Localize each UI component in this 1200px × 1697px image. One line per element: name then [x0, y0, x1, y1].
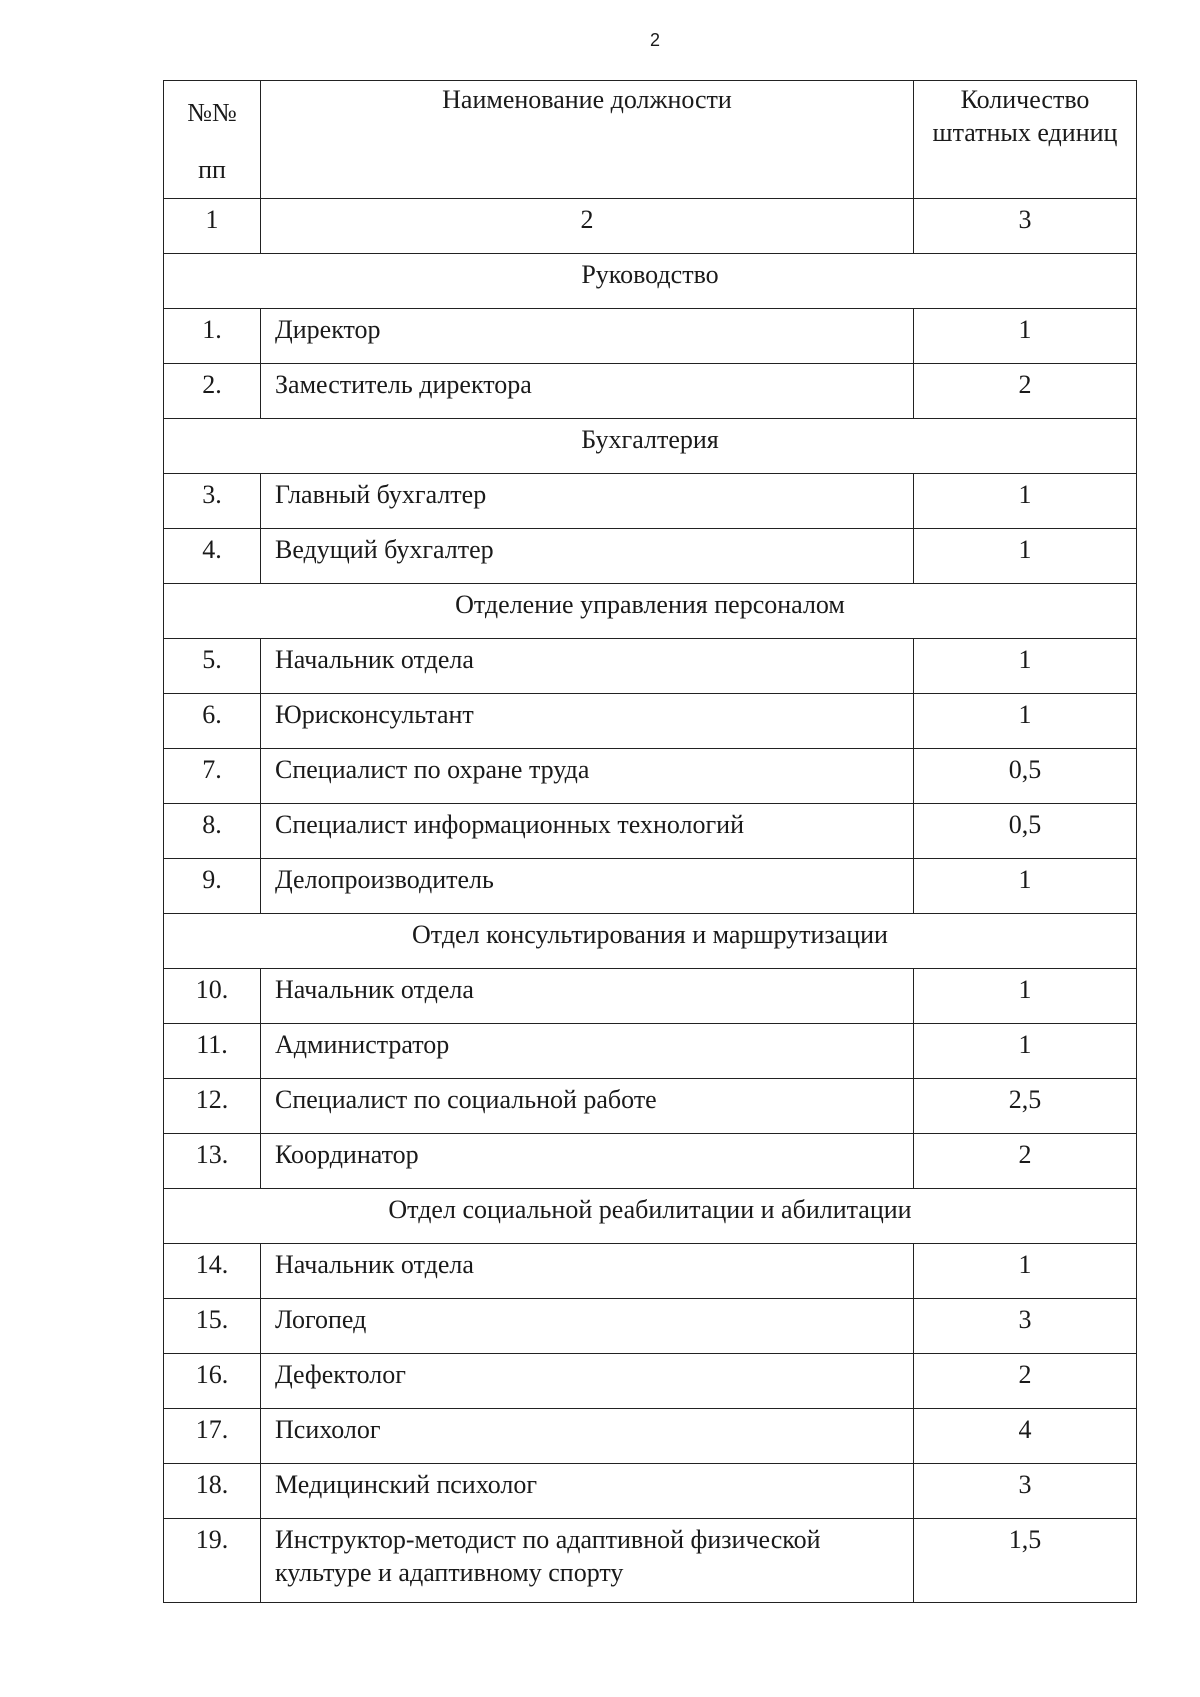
position-name: Начальник отдела: [261, 1244, 914, 1299]
section-row: [164, 419, 1137, 474]
row-number: 19.: [164, 1519, 261, 1603]
section-title: Отделение управления персоналом: [164, 584, 1137, 639]
position-name: Дефектолог: [261, 1354, 914, 1409]
header-number-line2: пп: [198, 155, 226, 185]
row-number: 1.: [164, 309, 261, 364]
staff-quantity: 1: [914, 859, 1137, 914]
table-row: [164, 309, 1137, 364]
staff-quantity: 1: [914, 639, 1137, 694]
position-name: Начальник отдела: [261, 969, 914, 1024]
staff-quantity: 3: [914, 1299, 1137, 1354]
staff-quantity: 1: [914, 969, 1137, 1024]
table-row: [164, 749, 1137, 804]
table-row: [164, 859, 1137, 914]
position-name: Ведущий бухгалтер: [261, 529, 914, 584]
staff-quantity: 1: [914, 1024, 1137, 1079]
table-row: [164, 1519, 1137, 1603]
row-number: 8.: [164, 804, 261, 859]
staff-quantity: 1: [914, 474, 1137, 529]
section-row: [164, 584, 1137, 639]
staff-quantity: 1,5: [914, 1519, 1137, 1603]
table-row: [164, 694, 1137, 749]
position-name: Заместитель директора: [261, 364, 914, 419]
section-title: Руководство: [164, 254, 1137, 309]
staff-quantity: 4: [914, 1409, 1137, 1464]
page-number: 2: [649, 30, 660, 50]
row-number: 9.: [164, 859, 261, 914]
position-name: Специалист по социальной работе: [261, 1079, 914, 1134]
staff-quantity: 2: [914, 364, 1137, 419]
table-row: [164, 1354, 1137, 1409]
table-row: [164, 364, 1137, 419]
table-row: [164, 969, 1137, 1024]
table-row: [164, 1244, 1137, 1299]
header-number-cell: [164, 81, 261, 199]
position-name: Психолог: [261, 1409, 914, 1464]
staff-quantity: 0,5: [914, 804, 1137, 859]
staff-quantity: 2,5: [914, 1079, 1137, 1134]
table-row: [164, 1409, 1137, 1464]
staff-quantity: 0,5: [914, 749, 1137, 804]
row-number: 15.: [164, 1299, 261, 1354]
position-name: Администратор: [261, 1024, 914, 1079]
position-name: Специалист по охране труда: [261, 749, 914, 804]
row-number: 18.: [164, 1464, 261, 1519]
header-position-cell: Наименование должности: [261, 81, 914, 199]
header-number-line1: №№: [187, 98, 237, 127]
position-name: Координатор: [261, 1134, 914, 1189]
table-row: [164, 1464, 1137, 1519]
position-name: Директор: [261, 309, 914, 364]
staff-quantity: 1: [914, 694, 1137, 749]
table-row: [164, 804, 1137, 859]
staff-quantity: 1: [914, 529, 1137, 584]
section-title: Отдел консультирования и маршрутизации: [164, 914, 1137, 969]
position-name: Юрисконсультант: [261, 694, 914, 749]
position-name: Начальник отдела: [261, 639, 914, 694]
staff-quantity: 1: [914, 1244, 1137, 1299]
row-number: 6.: [164, 694, 261, 749]
row-number: 7.: [164, 749, 261, 804]
section-row: [164, 1189, 1137, 1244]
header-quantity-cell: Количество штатных единиц: [914, 81, 1137, 199]
position-name: Логопед: [261, 1299, 914, 1354]
table-row: [164, 1299, 1137, 1354]
section-title: Отдел социальной реабилитации и абилитации: [164, 1189, 1137, 1244]
column-number: 1: [164, 199, 261, 254]
position-name: Специалист информационных технологий: [261, 804, 914, 859]
position-name: Медицинский психолог: [261, 1464, 914, 1519]
section-title: Бухгалтерия: [164, 419, 1137, 474]
row-number: 5.: [164, 639, 261, 694]
column-number: 2: [261, 199, 914, 254]
table-row: [164, 474, 1137, 529]
row-number: 11.: [164, 1024, 261, 1079]
row-number: 13.: [164, 1134, 261, 1189]
staff-quantity: 2: [914, 1134, 1137, 1189]
staff-quantity: 2: [914, 1354, 1137, 1409]
row-number: 14.: [164, 1244, 261, 1299]
staff-quantity: 3: [914, 1464, 1137, 1519]
staffing-table-body: [164, 81, 1137, 1603]
position-name: Делопроизводитель: [261, 859, 914, 914]
table-row: [164, 1024, 1137, 1079]
staffing-table: [163, 80, 1137, 1603]
section-row: [164, 254, 1137, 309]
table-row: [164, 639, 1137, 694]
table-row: [164, 1134, 1137, 1189]
staff-quantity: 1: [914, 309, 1137, 364]
table-header-row: [164, 81, 1137, 199]
position-name: Инструктор-методист по адаптивной физической культуре и адаптивному спорту: [261, 1519, 914, 1603]
table-row: [164, 1079, 1137, 1134]
row-number: 10.: [164, 969, 261, 1024]
section-row: [164, 914, 1137, 969]
row-number: 12.: [164, 1079, 261, 1134]
row-number: 4.: [164, 529, 261, 584]
row-number: 17.: [164, 1409, 261, 1464]
row-number: 2.: [164, 364, 261, 419]
table-row: [164, 529, 1137, 584]
row-number: 3.: [164, 474, 261, 529]
position-name: Главный бухгалтер: [261, 474, 914, 529]
column-number: 3: [914, 199, 1137, 254]
row-number: 16.: [164, 1354, 261, 1409]
column-numbers-row: [164, 199, 1137, 254]
